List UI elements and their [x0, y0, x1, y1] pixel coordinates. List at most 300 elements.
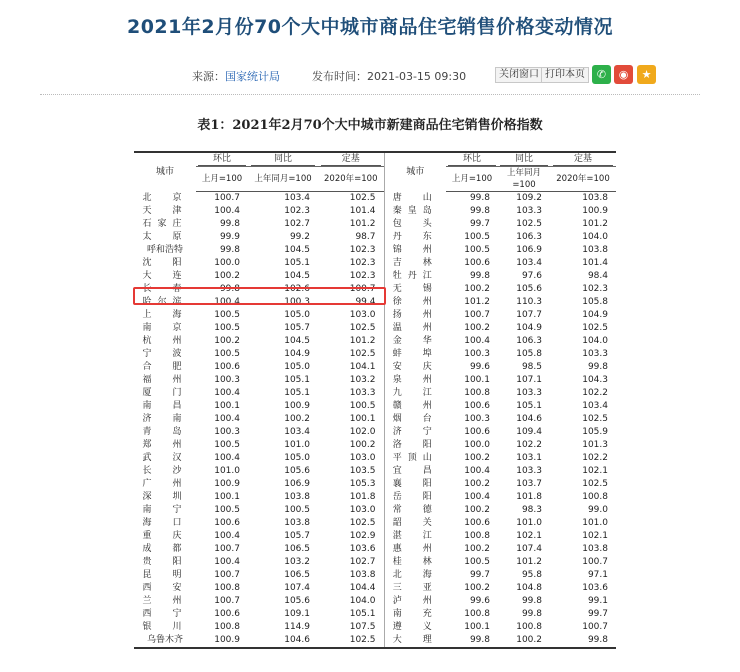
left-city-cell: 乌鲁木齐	[134, 634, 196, 648]
table-row	[134, 608, 616, 621]
right-city-cell: 丹 东	[384, 231, 446, 244]
right-fixed-cell: 102.2	[582, 388, 608, 398]
right-yoy-cell: 102.5	[516, 219, 542, 229]
right-yoy-cell: 97.6	[521, 271, 542, 281]
right-city-cell: 徐 州	[384, 296, 446, 309]
wechat-icon[interactable]: ✆	[592, 65, 611, 84]
right-fixed-cell: 98.4	[587, 271, 608, 281]
left-yoy-cell: 100.9	[284, 401, 310, 411]
table-row	[134, 322, 616, 335]
left-city-cell: 呼和浩特	[146, 245, 183, 255]
right-mom-cell: 100.6	[464, 427, 490, 437]
right-city-cell: 岳 阳	[384, 491, 446, 504]
right-yoy-cell: 107.7	[516, 310, 542, 320]
left-city-cell: 西 安	[142, 583, 188, 593]
left-mom-cell: 100.7	[214, 193, 240, 203]
close-window-button[interactable]: 关闭窗口	[495, 67, 543, 83]
yoy-base: 上年同月=100	[248, 167, 318, 192]
table-row	[134, 309, 616, 322]
right-yoy-cell: 101.8	[516, 492, 542, 502]
left-fixed-cell: 102.5	[318, 634, 384, 648]
right-fixed-cell: 102.2	[582, 453, 608, 463]
right-city-cell: 韶 关	[384, 517, 446, 530]
left-mom-cell: 99.8	[219, 245, 240, 255]
right-mom-cell: 100.0	[464, 440, 490, 450]
right-yoy-cell: 103.7	[516, 479, 542, 489]
right-mom-cell: 100.6	[464, 401, 490, 411]
publish-label: 发布时间：	[312, 70, 367, 83]
right-yoy-cell: 109.2	[516, 193, 542, 203]
left-yoy-cell: 114.9	[284, 622, 310, 632]
left-yoy-cell: 103.8	[284, 492, 310, 502]
left-city-cell: 厦 门	[142, 388, 188, 398]
right-fixed-cell: 105.8	[582, 297, 608, 307]
left-fixed-cell: 102.7	[349, 557, 376, 567]
left-yoy-cell: 103.4	[284, 427, 310, 437]
table-row	[134, 283, 616, 296]
source-link[interactable]: 国家统计局	[225, 70, 280, 83]
right-yoy-cell: 98.5	[521, 362, 542, 372]
left-fixed-cell: 98.7	[355, 232, 376, 242]
table-row	[134, 452, 616, 465]
table-row	[134, 543, 616, 556]
right-fixed-cell: 100.8	[582, 492, 608, 502]
left-yoy-cell: 106.5	[284, 570, 310, 580]
left-yoy-cell: 109.1	[284, 609, 310, 619]
right-mom-cell: 100.8	[464, 609, 490, 619]
right-city-cell: 泉 州	[384, 374, 446, 387]
right-mom-cell: 100.8	[464, 531, 490, 541]
table-row	[134, 556, 616, 569]
left-fixed-cell: 105.1	[349, 609, 376, 619]
left-city-cell: 长 沙	[142, 466, 188, 476]
right-fixed-cell: 104.0	[582, 232, 608, 242]
left-mom-cell: 99.8	[219, 219, 240, 229]
left-fixed-cell: 99.4	[355, 297, 376, 307]
left-city-cell: 天 津	[142, 206, 188, 216]
right-city-cell: 无 锡	[384, 283, 446, 296]
left-city-cell: 福 州	[142, 375, 188, 385]
right-mom-cell: 99.8	[446, 634, 498, 648]
left-city-cell: 南 宁	[142, 505, 188, 515]
right-yoy-cell: 101.0	[516, 518, 542, 528]
right-fixed-cell: 102.1	[582, 531, 608, 541]
right-mom-cell: 100.4	[464, 336, 490, 346]
right-city-cell: 济 宁	[384, 426, 446, 439]
left-mom-cell: 100.3	[214, 375, 240, 385]
right-fixed-cell: 99.7	[587, 609, 608, 619]
fixed-header-right: 定基	[550, 152, 616, 167]
left-city-cell: 上 海	[142, 310, 188, 320]
city-header-right: 城市	[384, 152, 446, 192]
left-city-cell: 南 昌	[142, 401, 188, 411]
left-mom-cell: 100.3	[214, 427, 240, 437]
left-fixed-cell: 103.0	[349, 310, 376, 320]
right-city-cell: 大 理	[384, 634, 446, 648]
right-mom-cell: 100.3	[464, 349, 490, 359]
left-yoy-cell: 105.6	[284, 596, 310, 606]
table-row	[134, 257, 616, 270]
right-mom-cell: 99.8	[469, 206, 490, 216]
left-city-cell: 石家庄	[142, 219, 188, 229]
right-city-cell: 蚌 埠	[384, 348, 446, 361]
right-yoy-cell: 101.2	[516, 557, 542, 567]
table-row	[134, 374, 616, 387]
right-mom-cell: 100.2	[464, 284, 490, 294]
right-fixed-cell: 102.3	[582, 284, 608, 294]
right-yoy-cell: 106.3	[516, 232, 542, 242]
right-city-cell: 扬 州	[384, 309, 446, 322]
left-mom-cell: 100.9	[196, 634, 248, 648]
right-city-cell: 洛 阳	[384, 439, 446, 452]
left-city-cell: 重 庆	[142, 531, 188, 541]
right-yoy-cell: 107.1	[516, 375, 542, 385]
left-mom-cell: 100.4	[214, 414, 240, 424]
right-city-cell: 湛 江	[384, 530, 446, 543]
left-mom-cell: 100.4	[214, 388, 240, 398]
left-yoy-cell: 104.9	[284, 349, 310, 359]
left-mom-cell: 100.6	[214, 518, 240, 528]
right-fixed-cell: 103.8	[582, 544, 608, 554]
right-city-cell: 温 州	[384, 322, 446, 335]
table-row	[134, 569, 616, 582]
left-yoy-cell: 105.6	[284, 466, 310, 476]
right-fixed-cell: 101.4	[582, 258, 608, 268]
right-yoy-cell: 102.2	[516, 440, 542, 450]
left-mom-cell: 100.4	[214, 297, 240, 307]
table-row	[134, 348, 616, 361]
left-fixed-cell: 102.5	[349, 349, 376, 359]
table-row	[134, 413, 616, 426]
left-city-cell: 郑 州	[142, 440, 188, 450]
right-mom-cell: 100.1	[464, 375, 490, 385]
right-fixed-cell: 103.4	[582, 401, 608, 411]
source-line	[192, 68, 280, 84]
right-city-cell: 金 华	[384, 335, 446, 348]
right-yoy-cell: 103.4	[516, 258, 542, 268]
right-city-cell: 泸 州	[384, 595, 446, 608]
right-city-cell: 包 头	[384, 218, 446, 231]
left-fixed-cell: 102.5	[349, 518, 376, 528]
left-fixed-cell: 102.5	[349, 323, 376, 333]
print-page-button[interactable]: 打印本页	[541, 67, 589, 83]
table-row	[134, 270, 616, 283]
right-mom-cell: 100.8	[464, 388, 490, 398]
right-mom-cell: 100.1	[464, 622, 490, 632]
left-mom-cell: 101.0	[214, 466, 240, 476]
left-yoy-cell: 99.2	[289, 232, 310, 242]
left-yoy-cell: 100.5	[284, 505, 310, 515]
left-mom-cell: 100.5	[214, 349, 240, 359]
right-city-cell: 桂 林	[384, 556, 446, 569]
right-mom-cell: 99.6	[469, 596, 490, 606]
city-header: 城市	[134, 152, 196, 192]
right-mom-cell: 100.6	[464, 518, 490, 528]
right-yoy-cell: 99.8	[521, 609, 542, 619]
left-city-cell: 武 汉	[142, 453, 188, 463]
left-fixed-cell: 101.2	[349, 219, 376, 229]
table-row	[134, 231, 616, 244]
left-mom-cell: 100.7	[214, 570, 240, 580]
left-mom-cell: 100.2	[214, 336, 240, 346]
right-city-cell: 烟 台	[384, 413, 446, 426]
header-row-1	[134, 152, 616, 167]
left-mom-cell: 100.6	[214, 362, 240, 372]
right-fixed-cell: 104.3	[582, 375, 608, 385]
yoy-base-right: 上年同月=100	[498, 167, 550, 192]
weibo-icon[interactable]: ◉	[614, 65, 633, 84]
right-mom-cell: 100.2	[464, 479, 490, 489]
right-mom-cell: 100.2	[464, 453, 490, 463]
right-city-cell: 吉 林	[384, 257, 446, 270]
right-mom-cell: 100.7	[464, 310, 490, 320]
right-fixed-cell: 99.0	[587, 505, 608, 515]
right-yoy-cell: 103.3	[516, 388, 542, 398]
right-fixed-cell: 104.0	[582, 336, 608, 346]
right-yoy-cell: 104.6	[516, 414, 542, 424]
right-mom-cell: 99.7	[469, 219, 490, 229]
left-city-cell: 昆 明	[142, 570, 188, 580]
bottom-fade	[0, 650, 740, 672]
table-row	[134, 244, 616, 257]
right-city-cell: 遵 义	[384, 621, 446, 634]
article-meta	[0, 64, 740, 86]
right-mom-cell: 100.3	[464, 414, 490, 424]
table-row	[134, 192, 616, 206]
left-yoy-cell: 103.8	[284, 518, 310, 528]
left-yoy-cell: 104.5	[284, 336, 310, 346]
right-yoy-cell: 107.4	[516, 544, 542, 554]
right-mom-cell: 100.2	[464, 544, 490, 554]
yoy-header: 同比	[248, 152, 318, 167]
right-yoy-cell: 103.1	[516, 453, 542, 463]
right-yoy-cell: 104.9	[516, 323, 542, 333]
table-row	[134, 621, 616, 634]
right-city-cell: 赣 州	[384, 400, 446, 413]
left-mom-cell: 100.8	[214, 583, 240, 593]
left-yoy-cell: 105.7	[284, 531, 310, 541]
right-city-cell: 牡丹江	[384, 270, 446, 283]
left-fixed-cell: 105.3	[349, 479, 376, 489]
right-yoy-cell: 103.3	[516, 466, 542, 476]
right-yoy-cell: 110.3	[516, 297, 542, 307]
left-fixed-cell: 103.0	[349, 505, 376, 515]
right-yoy-cell: 105.6	[516, 284, 542, 294]
left-mom-cell: 100.4	[214, 453, 240, 463]
left-fixed-cell: 103.2	[349, 375, 376, 385]
left-city-cell: 银 川	[142, 622, 188, 632]
left-yoy-cell: 103.4	[284, 193, 310, 203]
left-fixed-cell: 104.1	[349, 362, 376, 372]
table-row	[134, 595, 616, 608]
header-row-2	[134, 167, 616, 192]
left-fixed-cell: 103.0	[349, 453, 376, 463]
right-yoy-cell: 102.1	[516, 531, 542, 541]
right-yoy-cell: 105.1	[516, 401, 542, 411]
left-yoy-cell: 102.7	[284, 219, 310, 229]
right-city-cell: 宜 昌	[384, 465, 446, 478]
table-row	[134, 465, 616, 478]
left-yoy-cell: 100.2	[284, 414, 310, 424]
mom-base: 上月=100	[196, 167, 248, 192]
right-mom-cell: 100.2	[464, 583, 490, 593]
left-city-cell: 合 肥	[142, 362, 188, 372]
right-fixed-cell: 103.3	[582, 349, 608, 359]
right-city-cell: 秦皇岛	[384, 205, 446, 218]
right-fixed-cell: 99.1	[587, 596, 608, 606]
left-city-cell: 哈尔滨	[142, 297, 188, 307]
price-index-table	[134, 151, 616, 649]
right-mom-cell: 99.8	[469, 271, 490, 281]
table-body	[134, 192, 616, 649]
right-mom-cell: 100.6	[464, 258, 490, 268]
left-mom-cell: 99.8	[219, 284, 240, 294]
right-yoy-cell: 106.3	[516, 336, 542, 346]
left-city-cell: 成 都	[142, 544, 188, 554]
table-row	[134, 517, 616, 530]
table-row	[134, 530, 616, 543]
table-row	[134, 387, 616, 400]
left-mom-cell: 100.7	[214, 596, 240, 606]
right-yoy-cell: 105.8	[516, 349, 542, 359]
right-yoy-cell: 109.4	[516, 427, 542, 437]
left-fixed-cell: 102.3	[349, 271, 376, 281]
table-row	[134, 439, 616, 452]
table-row	[134, 504, 616, 517]
left-city-cell: 济 南	[142, 414, 188, 424]
left-fixed-cell: 103.3	[349, 388, 376, 398]
page-headline: 2021年2月份70个大中城市商品住宅销售价格变动情况	[126, 16, 614, 38]
right-yoy-cell: 106.9	[516, 245, 542, 255]
table-row	[134, 218, 616, 231]
right-yoy-cell: 100.2	[498, 634, 550, 648]
right-city-cell: 平顶山	[384, 452, 446, 465]
right-fixed-cell: 103.8	[582, 193, 608, 203]
right-mom-cell: 100.2	[464, 505, 490, 515]
qzone-icon[interactable]: ★	[637, 65, 656, 84]
right-fixed-cell: 103.8	[582, 245, 608, 255]
left-fixed-cell: 100.7	[349, 284, 376, 294]
right-mom-cell: 100.4	[464, 466, 490, 476]
table-row	[134, 491, 616, 504]
left-fixed-cell: 104.4	[349, 583, 376, 593]
right-yoy-cell: 100.8	[516, 622, 542, 632]
table-row	[134, 335, 616, 348]
table-title: 表1：2021年2月70个大中城市新建商品住宅销售价格指数	[197, 118, 543, 133]
left-fixed-cell: 102.3	[349, 258, 376, 268]
left-city-cell: 深 圳	[142, 492, 188, 502]
right-mom-cell: 99.6	[469, 362, 490, 372]
left-yoy-cell: 100.3	[284, 297, 310, 307]
left-fixed-cell: 100.5	[349, 401, 376, 411]
left-fixed-cell: 102.5	[349, 193, 376, 203]
left-yoy-cell: 105.1	[284, 388, 310, 398]
yoy-header-right: 同比	[498, 152, 550, 167]
fixed-base-right: 2020年=100	[550, 167, 616, 192]
left-city-cell: 杭 州	[142, 336, 188, 346]
left-fixed-cell: 103.5	[349, 466, 376, 476]
right-city-cell: 唐 山	[384, 192, 446, 206]
right-fixed-cell: 102.5	[582, 414, 608, 424]
mom-base-right: 上月=100	[446, 167, 498, 192]
left-city-cell: 太 原	[142, 232, 188, 242]
left-yoy-cell: 103.2	[284, 557, 310, 567]
left-city-cell: 广 州	[142, 479, 188, 489]
left-mom-cell: 100.1	[214, 492, 240, 502]
left-mom-cell: 100.5	[214, 505, 240, 515]
left-fixed-cell: 103.6	[349, 544, 376, 554]
right-city-cell: 三 亚	[384, 582, 446, 595]
left-city-cell: 长 春	[142, 284, 188, 294]
table-row	[134, 205, 616, 218]
left-city-cell: 南 京	[142, 323, 188, 333]
right-mom-cell: 99.7	[469, 570, 490, 580]
left-fixed-cell: 100.1	[349, 414, 376, 424]
right-city-cell: 锦 州	[384, 244, 446, 257]
table-row	[134, 400, 616, 413]
left-city-cell: 海 口	[142, 518, 188, 528]
left-city-cell: 宁 波	[142, 349, 188, 359]
right-fixed-cell: 101.0	[582, 518, 608, 528]
right-city-cell: 九 江	[384, 387, 446, 400]
mom-header-right: 环比	[446, 152, 498, 167]
right-mom-cell: 100.5	[464, 245, 490, 255]
left-mom-cell: 100.6	[214, 609, 240, 619]
right-fixed-cell: 101.2	[582, 219, 608, 229]
fixed-base: 2020年=100	[318, 167, 384, 192]
left-fixed-cell: 102.9	[349, 531, 376, 541]
left-mom-cell: 100.4	[214, 206, 240, 216]
left-mom-cell: 100.5	[214, 310, 240, 320]
left-mom-cell: 99.9	[219, 232, 240, 242]
right-mom-cell: 100.5	[464, 232, 490, 242]
right-yoy-cell: 103.3	[516, 206, 542, 216]
right-fixed-cell: 97.1	[587, 570, 608, 580]
left-mom-cell: 100.0	[214, 258, 240, 268]
table-row	[134, 478, 616, 491]
right-fixed-cell: 104.9	[582, 310, 608, 320]
left-mom-cell: 100.4	[214, 557, 240, 567]
left-yoy-cell: 102.6	[284, 284, 310, 294]
left-yoy-cell: 102.3	[284, 206, 310, 216]
right-fixed-cell: 105.9	[582, 427, 608, 437]
left-fixed-cell: 101.2	[349, 336, 376, 346]
right-yoy-cell: 99.8	[521, 596, 542, 606]
left-city-cell: 青 岛	[142, 427, 188, 437]
fixed-header: 定基	[318, 152, 384, 167]
left-city-cell: 大 连	[142, 271, 188, 281]
right-fixed-cell: 102.5	[582, 323, 608, 333]
right-city-cell: 北 海	[384, 569, 446, 582]
right-mom-cell: 100.5	[464, 557, 490, 567]
left-mom-cell: 100.5	[214, 440, 240, 450]
right-city-cell: 常 德	[384, 504, 446, 517]
left-mom-cell: 100.7	[214, 544, 240, 554]
left-yoy-cell: 104.5	[284, 271, 310, 281]
right-fixed-cell: 99.8	[550, 634, 616, 648]
mom-header: 环比	[196, 152, 248, 167]
right-mom-cell: 99.8	[469, 193, 490, 203]
right-yoy-cell: 98.3	[521, 505, 542, 515]
left-city-cell: 北 京	[142, 192, 188, 203]
right-fixed-cell: 102.1	[582, 466, 608, 476]
right-fixed-cell: 103.6	[582, 583, 608, 593]
left-mom-cell: 100.9	[214, 479, 240, 489]
left-mom-cell: 100.8	[214, 622, 240, 632]
left-yoy-cell: 104.5	[284, 245, 310, 255]
left-fixed-cell: 102.0	[349, 427, 376, 437]
right-city-cell: 南 充	[384, 608, 446, 621]
